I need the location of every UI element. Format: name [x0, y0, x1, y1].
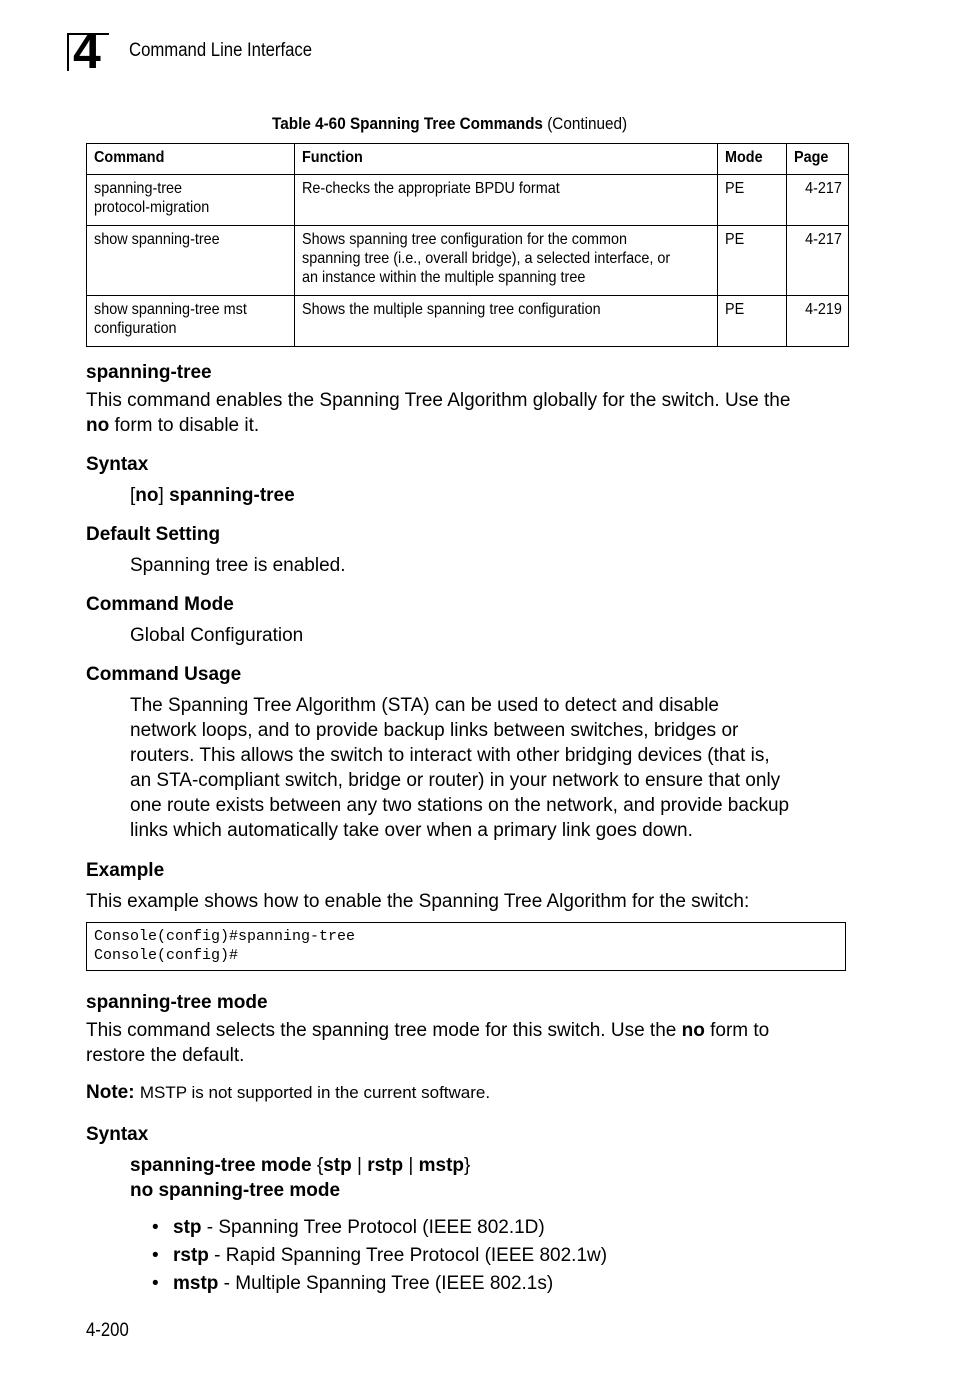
table-row	[87, 175, 849, 226]
table-row	[87, 226, 849, 296]
section-description: This command selects the spanning tree mode for this switch. Use the no form to restore the default.	[86, 1020, 770, 1066]
spanning-tree-commands-table	[86, 143, 849, 347]
cell-page: 4-219	[786, 296, 848, 347]
cell-mode: PE	[717, 175, 786, 226]
syntax-line: [no] spanning-tree	[130, 485, 295, 506]
note-text: MSTP is not supported in the current software.	[139, 1083, 491, 1102]
table-caption	[0, 114, 938, 134]
default-setting-text: Spanning tree is enabled.	[130, 555, 346, 576]
column-header-function: Function	[294, 144, 717, 175]
chapter-number-box	[67, 23, 109, 79]
column-header-mode: Mode	[717, 144, 786, 175]
code-example-box	[86, 922, 846, 971]
column-header-page: Page	[786, 144, 848, 175]
mode-options-list	[152, 1214, 607, 1298]
table-caption-title: Table 4-60 Spanning Tree Commands	[271, 114, 543, 133]
cell-function: Re-checks the appropriate BPDU format	[294, 175, 717, 226]
table-row	[87, 296, 849, 347]
table-caption-continued: (Continued)	[546, 114, 627, 133]
code-line: Console(config)#spanning-tree	[94, 928, 356, 945]
column-header-command: Command	[87, 144, 295, 175]
command-mode-heading: Command Mode	[86, 594, 234, 615]
cell-command: spanning-tree protocol-migration	[87, 175, 295, 226]
example-text: This example shows how to enable the Spanning Tree Algorithm for the switch:	[86, 891, 750, 912]
section-title-spanning-tree: spanning-tree	[86, 362, 212, 383]
cell-function: Shows spanning tree configuration for the common spanning tree (i.e., overall bridge), a selected interface, or an instance within the multiple spanning tree	[294, 226, 717, 296]
example-heading: Example	[86, 860, 165, 881]
cell-mode: PE	[717, 296, 786, 347]
syntax-heading: Syntax	[86, 454, 149, 475]
table-header-row	[87, 144, 849, 175]
section-description: This command enables the Spanning Tree Algorithm globally for the switch. Use the no form to disable it.	[86, 390, 791, 436]
command-mode-text: Global Configuration	[130, 625, 304, 646]
page-number: 4-200	[86, 1320, 129, 1341]
list-item: • rstp - Rapid Spanning Tree Protocol (IEEE 802.1w)	[152, 1242, 607, 1270]
syntax-heading: Syntax	[86, 1124, 149, 1145]
command-usage-heading: Command Usage	[86, 664, 242, 685]
code-line: Console(config)#	[94, 947, 239, 964]
cell-page: 4-217	[786, 175, 848, 226]
note-label: Note:	[86, 1082, 135, 1103]
cell-function: Shows the multiple spanning tree configuration	[294, 296, 717, 347]
header-title: Command Line Interface	[129, 40, 313, 61]
default-setting-heading: Default Setting	[86, 524, 221, 545]
cell-command: show spanning-tree	[87, 226, 295, 296]
cell-page: 4-217	[786, 226, 848, 296]
list-item: • stp - Spanning Tree Protocol (IEEE 802.1D)	[152, 1214, 607, 1242]
note	[86, 1082, 490, 1104]
list-item: • mstp - Multiple Spanning Tree (IEEE 802.1s)	[152, 1270, 607, 1298]
command-usage-text: The Spanning Tree Algorithm (STA) can be used to detect and disable network loops, and to provide backup links between switches, bridges or routers. This allows the switch to interact with other bridging devices (that is, an STA-compliant switch, bridge or router) in your network to ensure that only one route exists between any two stations on the network, and provide backup links which automatically take over when a primary link goes down.	[130, 695, 790, 841]
cell-command: show spanning-tree mst configuration	[87, 296, 295, 347]
cell-mode: PE	[717, 226, 786, 296]
syntax-block: spanning-tree mode {stp | rstp | mstp} no spanning-tree mode	[130, 1155, 471, 1201]
section-title-spanning-tree-mode: spanning-tree mode	[86, 992, 268, 1013]
chapter-number: 4	[73, 23, 101, 79]
